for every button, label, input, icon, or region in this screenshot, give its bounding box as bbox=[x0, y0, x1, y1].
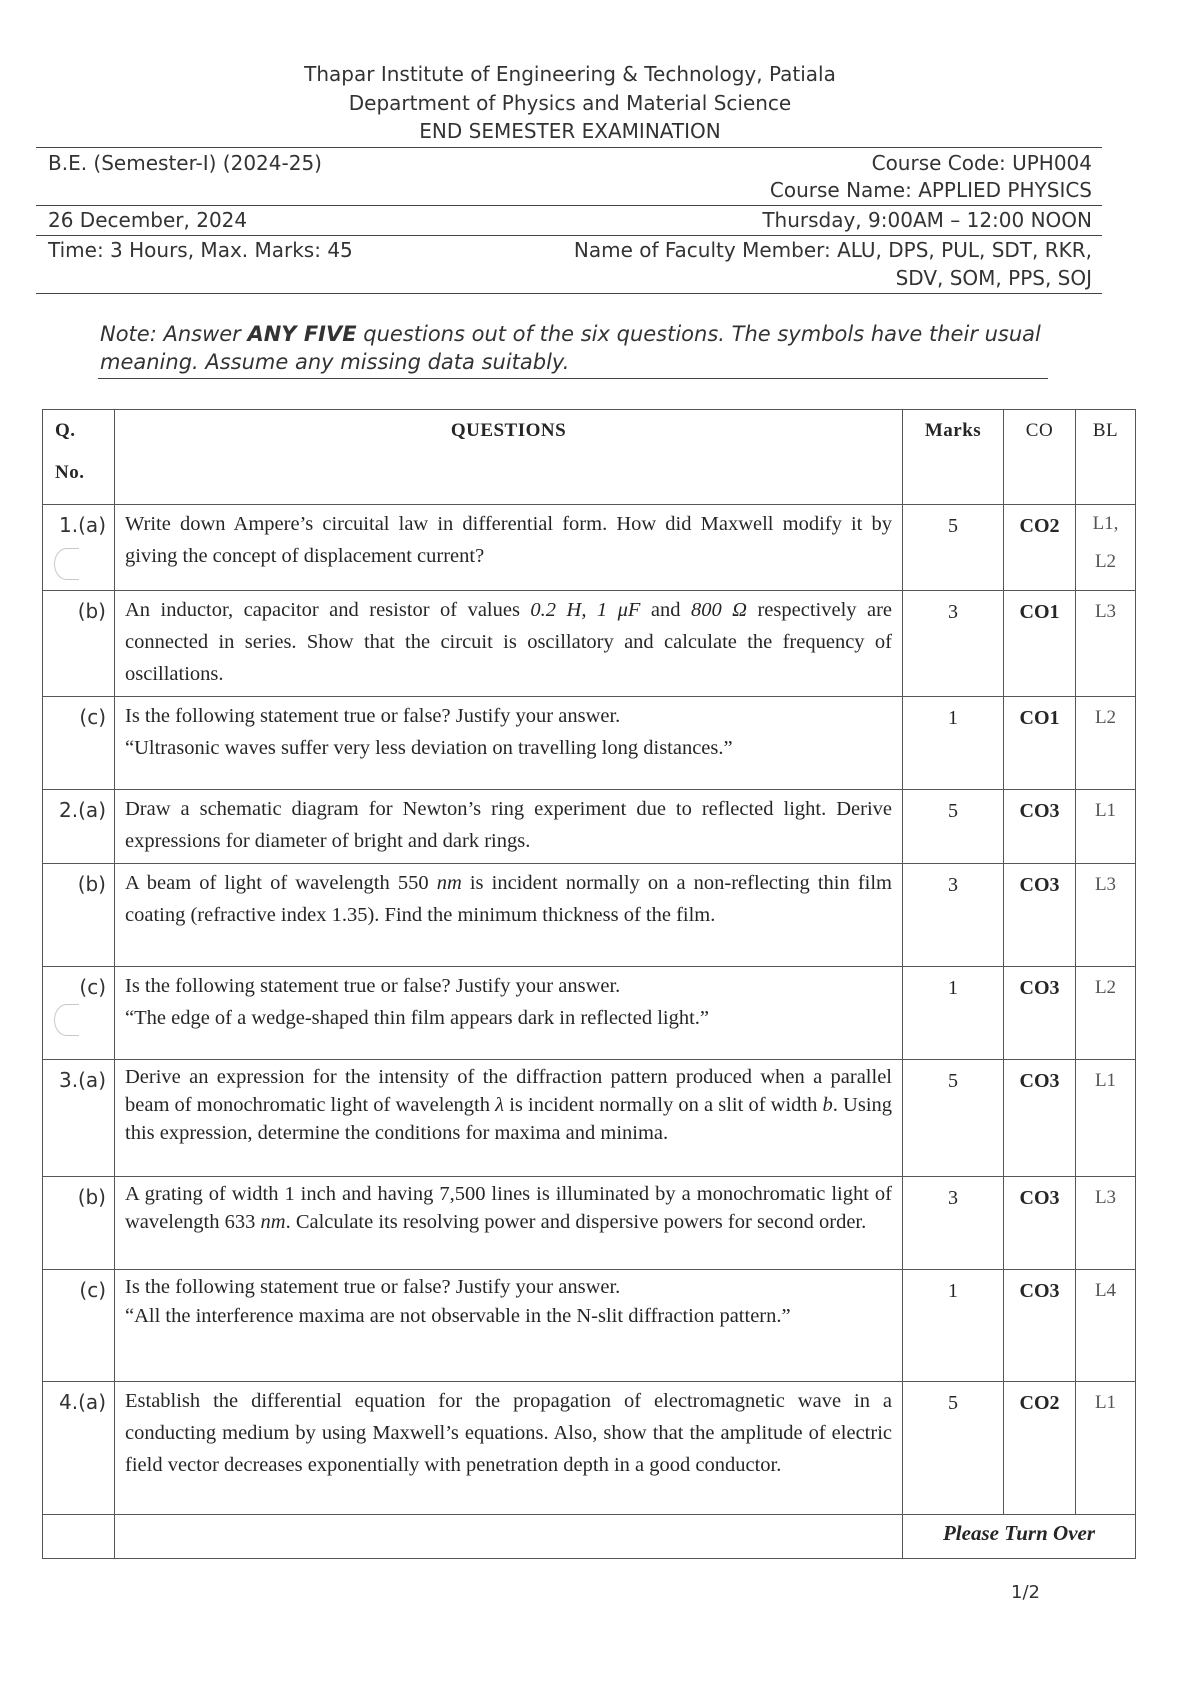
table-row bbox=[43, 1270, 1136, 1382]
program: B.E. (Semester-I) (2024-25) bbox=[48, 151, 322, 175]
table-row bbox=[43, 505, 1136, 591]
table-row bbox=[43, 967, 1136, 1060]
divider bbox=[36, 293, 1102, 294]
divider bbox=[36, 205, 1102, 206]
questions-table bbox=[42, 409, 1136, 1559]
table-row bbox=[43, 1382, 1136, 1515]
divider bbox=[36, 147, 1102, 148]
question-number: (c) bbox=[43, 1270, 115, 1382]
table-row bbox=[43, 1060, 1136, 1177]
punch-hole-mark bbox=[54, 548, 79, 580]
question-number: (c) bbox=[43, 967, 115, 1060]
note-underline bbox=[98, 378, 1048, 379]
header-marks: Marks bbox=[903, 410, 1004, 505]
question-co: CO2 bbox=[1004, 505, 1076, 591]
question-co: CO1 bbox=[1004, 591, 1076, 697]
question-marks: 1 bbox=[903, 967, 1004, 1060]
table-header-row bbox=[43, 410, 1136, 505]
question-number: (b) bbox=[43, 1177, 115, 1270]
question-marks: 5 bbox=[903, 1382, 1004, 1515]
question-text: Is the following statement true or false? Justify your answer. “The edge of a wedge-shaped thin film appears dark in reflected light.” bbox=[115, 967, 903, 1060]
question-marks: 3 bbox=[903, 591, 1004, 697]
question-text: Draw a schematic diagram for Newton’s ring experiment due to reflected light. Derive expressions for diameter of bright and dark rings. bbox=[115, 790, 903, 864]
exam-title: END SEMESTER EXAMINATION bbox=[419, 119, 721, 143]
department-name: Department of Physics and Material Science bbox=[348, 91, 792, 115]
instructions-note: Note: Answer ANY FIVE questions out of the six questions. The symbols have their usual meaning. Assume any missing data suitably. bbox=[100, 322, 1041, 374]
punch-hole-mark bbox=[54, 1004, 79, 1036]
question-number: (b) bbox=[43, 864, 115, 967]
question-bl: L1 bbox=[1076, 1382, 1136, 1515]
question-marks: 1 bbox=[903, 1270, 1004, 1382]
question-co: CO3 bbox=[1004, 967, 1076, 1060]
question-text: Write down Ampere’s circuital law in differential form. How did Maxwell modify it by giving the concept of displacement current? bbox=[115, 505, 903, 591]
question-number: 1.(a) bbox=[43, 505, 115, 591]
question-number: 4.(a) bbox=[43, 1382, 115, 1515]
header-questions: QUESTIONS bbox=[115, 410, 903, 505]
question-text: A grating of width 1 inch and having 7,500 lines is illuminated by a monochromatic light of wavelength 633 nm. Calculate its resolving power and dispersive powers for second order. bbox=[115, 1177, 903, 1270]
footer-empty-cell bbox=[43, 1515, 115, 1559]
page-number: 1/2 bbox=[1011, 1582, 1040, 1603]
question-bl: L4 bbox=[1076, 1270, 1136, 1382]
question-co: CO3 bbox=[1004, 790, 1076, 864]
question-marks: 5 bbox=[903, 790, 1004, 864]
question-bl: L1 bbox=[1076, 790, 1136, 864]
question-text: Is the following statement true or false? Justify your answer. “All the interference maxima are not observable in the N-slit diffraction pattern.” bbox=[115, 1270, 903, 1382]
header-qno: Q. No. bbox=[43, 410, 115, 505]
divider bbox=[36, 235, 1102, 236]
question-number: (b) bbox=[43, 591, 115, 697]
question-text: Is the following statement true or false? Justify your answer. “Ultrasonic waves suffer very less deviation on travelling long distances.” bbox=[115, 697, 903, 790]
question-co: CO2 bbox=[1004, 1382, 1076, 1515]
table-row bbox=[43, 864, 1136, 967]
course-code: Course Code: UPH004 bbox=[871, 151, 1092, 175]
faculty-names: Name of Faculty Member: ALU, DPS, PUL, SDT, RKR, bbox=[573, 238, 1092, 262]
question-marks: 3 bbox=[903, 1177, 1004, 1270]
header-bl: BL bbox=[1076, 410, 1136, 505]
time-marks: Time: 3 Hours, Max. Marks: 45 bbox=[48, 238, 353, 262]
faculty-names-cont: SDV, SOM, PPS, SOJ bbox=[895, 266, 1092, 290]
question-text: A beam of light of wavelength 550 nm is incident normally on a non-reflecting thin film coating (refractive index 1.35). Find the minimum thickness of the film. bbox=[115, 864, 903, 967]
question-bl: L3 bbox=[1076, 1177, 1136, 1270]
question-number: 2.(a) bbox=[43, 790, 115, 864]
institute-name: Thapar Institute of Engineering & Technology, Patiala bbox=[304, 62, 836, 86]
question-marks: 5 bbox=[903, 505, 1004, 591]
question-number: (c) bbox=[43, 697, 115, 790]
question-co: CO1 bbox=[1004, 697, 1076, 790]
question-co: CO3 bbox=[1004, 1177, 1076, 1270]
table-row bbox=[43, 591, 1136, 697]
question-text: Derive an expression for the intensity of the diffraction pattern produced when a parallel beam of monochromatic light of wavelength λ is incident normally on a slit of width b. Using this expression, determine the conditions for maxima and minima. bbox=[115, 1060, 903, 1177]
header-co: CO bbox=[1004, 410, 1076, 505]
question-co: CO3 bbox=[1004, 1060, 1076, 1177]
question-number: 3.(a) bbox=[43, 1060, 115, 1177]
table-row bbox=[43, 790, 1136, 864]
question-marks: 3 bbox=[903, 864, 1004, 967]
footer-empty-cell bbox=[115, 1515, 903, 1559]
question-marks: 1 bbox=[903, 697, 1004, 790]
exam-date: 26 December, 2024 bbox=[48, 208, 248, 232]
question-bl: L1, L2 bbox=[1076, 505, 1136, 591]
table-row bbox=[43, 697, 1136, 790]
question-marks: 5 bbox=[903, 1060, 1004, 1177]
question-co: CO3 bbox=[1004, 864, 1076, 967]
course-name: Course Name: APPLIED PHYSICS bbox=[769, 178, 1092, 202]
question-text: Establish the differential equation for the propagation of electromagnetic wave in a conducting medium by using Maxwell’s equations. Also, show that the amplitude of electric field vector decreases exponentially with penetration depth in a good conductor. bbox=[115, 1382, 903, 1515]
please-turn-over: Please Turn Over bbox=[903, 1515, 1136, 1559]
question-bl: L2 bbox=[1076, 697, 1136, 790]
table-row bbox=[43, 1177, 1136, 1270]
question-co: CO3 bbox=[1004, 1270, 1076, 1382]
table-footer-row bbox=[43, 1515, 1136, 1559]
question-text: An inductor, capacitor and resistor of values 0.2 H, 1 μF and 800 Ω respectively are connected in series. Show that the circuit is oscillatory and calculate the frequency of oscillations. bbox=[115, 591, 903, 697]
question-bl: L3 bbox=[1076, 864, 1136, 967]
exam-day-time: Thursday, 9:00AM – 12:00 NOON bbox=[762, 208, 1092, 232]
question-bl: L3 bbox=[1076, 591, 1136, 697]
question-bl: L2 bbox=[1076, 967, 1136, 1060]
question-bl: L1 bbox=[1076, 1060, 1136, 1177]
